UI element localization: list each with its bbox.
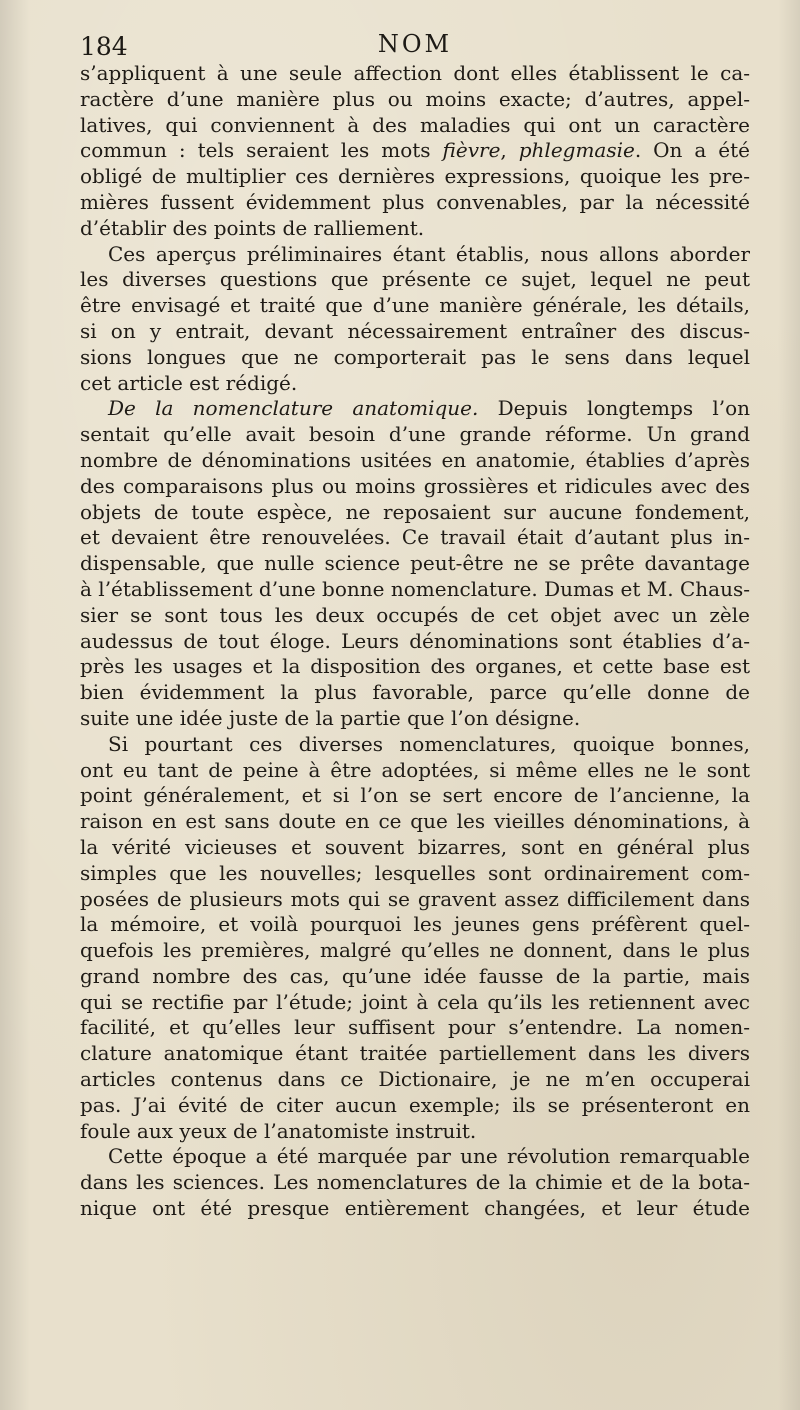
text-line — [80, 990, 750, 1016]
text-line — [80, 809, 750, 835]
page-header — [80, 30, 750, 64]
text-run: Depuis longtemps l’on — [478, 396, 750, 421]
text-run: dispensable, que nulle science peut-être ne se prête davantage — [80, 551, 750, 576]
text-run: les diverses questions que présente ce sujet, lequel ne peut — [80, 267, 750, 292]
text-line — [80, 1119, 750, 1145]
text-line — [80, 422, 750, 448]
text-run: si on y entrait, devant nécessairement entraîner des discus- — [80, 318, 750, 343]
text-run: ont eu tant de peine à être adoptées, si même elles ne le sont — [80, 757, 750, 782]
text-line — [80, 1144, 750, 1170]
text-line — [80, 525, 750, 551]
text-line — [80, 1041, 750, 1067]
text-line — [80, 1093, 750, 1119]
text-run: posées de plusieurs mots qui se gravent assez difficilement dans — [80, 886, 750, 911]
text-run: qui se rectifie par l’étude; joint à cela qu’ils les retiennent avec — [80, 989, 750, 1014]
italic-term: De la nomenclature anatomique. — [108, 396, 479, 421]
text-run: cet article est rédigé. — [80, 370, 298, 395]
text-run: être envisagé et traité que d’une manière générale, les détails, — [80, 293, 750, 318]
text-line — [80, 654, 750, 680]
text-line — [80, 113, 750, 139]
text-line — [80, 138, 750, 164]
text-run: près les usages et la disposition des organes, et cette base est — [80, 654, 750, 679]
italic-term: phlegmasie — [518, 138, 635, 163]
text-line — [80, 1067, 750, 1093]
text-line — [80, 964, 750, 990]
text-line — [80, 551, 750, 577]
text-line — [80, 267, 750, 293]
text-run: commun : tels seraient les mots — [80, 138, 443, 163]
text-line — [80, 319, 750, 345]
text-line — [80, 706, 750, 732]
text-run: s’appliquent à une seule affection dont elles établissent le ca- — [80, 61, 750, 85]
page-edge-shadow — [778, 0, 800, 1410]
text-line — [80, 371, 750, 397]
text-run: à l’établissement d’une bonne nomenclature. Dumas et M. Chaus- — [80, 576, 750, 601]
italic-term: fièvre — [442, 138, 501, 163]
page-gutter-shadow — [0, 0, 30, 1410]
text-line — [80, 758, 750, 784]
text-run: bien évidemment la plus favorable, parce qu’elle donne de — [80, 680, 750, 705]
text-line — [80, 242, 750, 268]
text-run: sier se sont tous les deux occupés de cet objet avec un zèle — [80, 602, 750, 627]
text-run: simples que les nouvelles; lesquelles sont ordinairement com- — [80, 860, 750, 885]
text-run: obligé de multiplier ces dernières expressions, quoique les pre- — [80, 164, 750, 189]
text-run: dans les sciences. Les nomenclatures de la chimie et de la bota- — [80, 1170, 750, 1195]
text-line — [80, 577, 750, 603]
text-line — [80, 1196, 750, 1222]
body-text — [80, 61, 750, 1222]
text-line — [80, 216, 750, 242]
text-run: la mémoire, et voilà pourquoi les jeunes gens préfèrent quel- — [80, 912, 750, 937]
text-line — [80, 603, 750, 629]
text-run: des comparaisons plus ou moins grossières et ridicules avec des — [80, 473, 750, 498]
text-run: ractère d’une manière plus ou moins exacte; d’autres, appel- — [80, 86, 750, 111]
text-run: point généralement, et si l’on se sert encore de l’ancienne, la — [80, 783, 750, 808]
text-line — [80, 164, 750, 190]
text-line — [80, 190, 750, 216]
text-line — [80, 680, 750, 706]
running-head: NOM — [377, 30, 453, 58]
page-number: 184 — [80, 32, 128, 61]
text-run: pas. J’ai évité de citer aucun exemple; ils se présenteront en — [80, 1092, 750, 1117]
text-line — [80, 629, 750, 655]
text-line — [80, 835, 750, 861]
text-line — [80, 293, 750, 319]
text-run: suite une idée juste de la partie que l’on désigne. — [80, 705, 581, 730]
text-line — [80, 912, 750, 938]
text-line — [80, 1015, 750, 1041]
text-run: mières fussent évidemment plus convenables, par la nécessité — [80, 189, 750, 214]
text-line — [80, 396, 750, 422]
text-run: objets de toute espèce, ne reposaient sur aucune fondement, — [80, 499, 750, 524]
text-line — [80, 61, 750, 87]
text-line — [80, 87, 750, 113]
text-run: Si pourtant ces diverses nomenclatures, quoique bonnes, — [108, 731, 750, 756]
text-run: audessus de tout éloge. Leurs dénominations sont établies d’a- — [80, 628, 750, 653]
text-run: quefois les premières, malgré qu’elles ne donnent, dans le plus — [80, 938, 750, 963]
text-line — [80, 887, 750, 913]
text-line — [80, 500, 750, 526]
text-run: foule aux yeux de l’anatomiste instruit. — [80, 1118, 477, 1143]
text-line — [80, 1170, 750, 1196]
text-run: nombre de dénominations usitées en anatomie, établies d’après — [80, 447, 750, 472]
text-run: d’établir des points de ralliement. — [80, 215, 425, 240]
text-line — [80, 448, 750, 474]
text-run: nique ont été presque entièrement changées, et leur étude — [80, 1196, 750, 1221]
text-run: sentait qu’elle avait besoin d’une grande réforme. Un grand — [80, 422, 750, 447]
text-line — [80, 474, 750, 500]
text-run: clature anatomique étant traitée partiellement dans les divers — [80, 1041, 750, 1066]
text-run: sions longues que ne comporterait pas le sens dans lequel — [80, 344, 750, 369]
text-line — [80, 345, 750, 371]
text-run: Ces aperçus préliminaires étant établis, nous allons aborder — [108, 241, 750, 266]
text-line — [80, 861, 750, 887]
text-line — [80, 783, 750, 809]
text-run: . On a été — [634, 138, 750, 163]
text-line — [80, 938, 750, 964]
text-run: latives, qui conviennent à des maladies qui ont un caractère — [80, 112, 750, 137]
text-run: raison en est sans doute en ce que les vieilles dénominations, à — [80, 809, 750, 834]
text-run: et devaient être renouvelées. Ce travail était d’autant plus in- — [80, 525, 750, 550]
text-run: , — [500, 138, 519, 163]
text-run: Cette époque a été marquée par une révolution remarquable — [108, 1144, 750, 1169]
text-run: grand nombre des cas, qu’une idée fausse de la partie, mais — [80, 963, 750, 988]
text-run: la vérité vicieuses et souvent bizarres, sont en général plus — [80, 834, 750, 859]
text-line — [80, 732, 750, 758]
text-run: facilité, et qu’elles leur suffisent pour s’entendre. La nomen- — [80, 1015, 750, 1040]
text-run: articles contenus dans ce Dictionaire, je ne m’en occuperai — [80, 1067, 750, 1092]
